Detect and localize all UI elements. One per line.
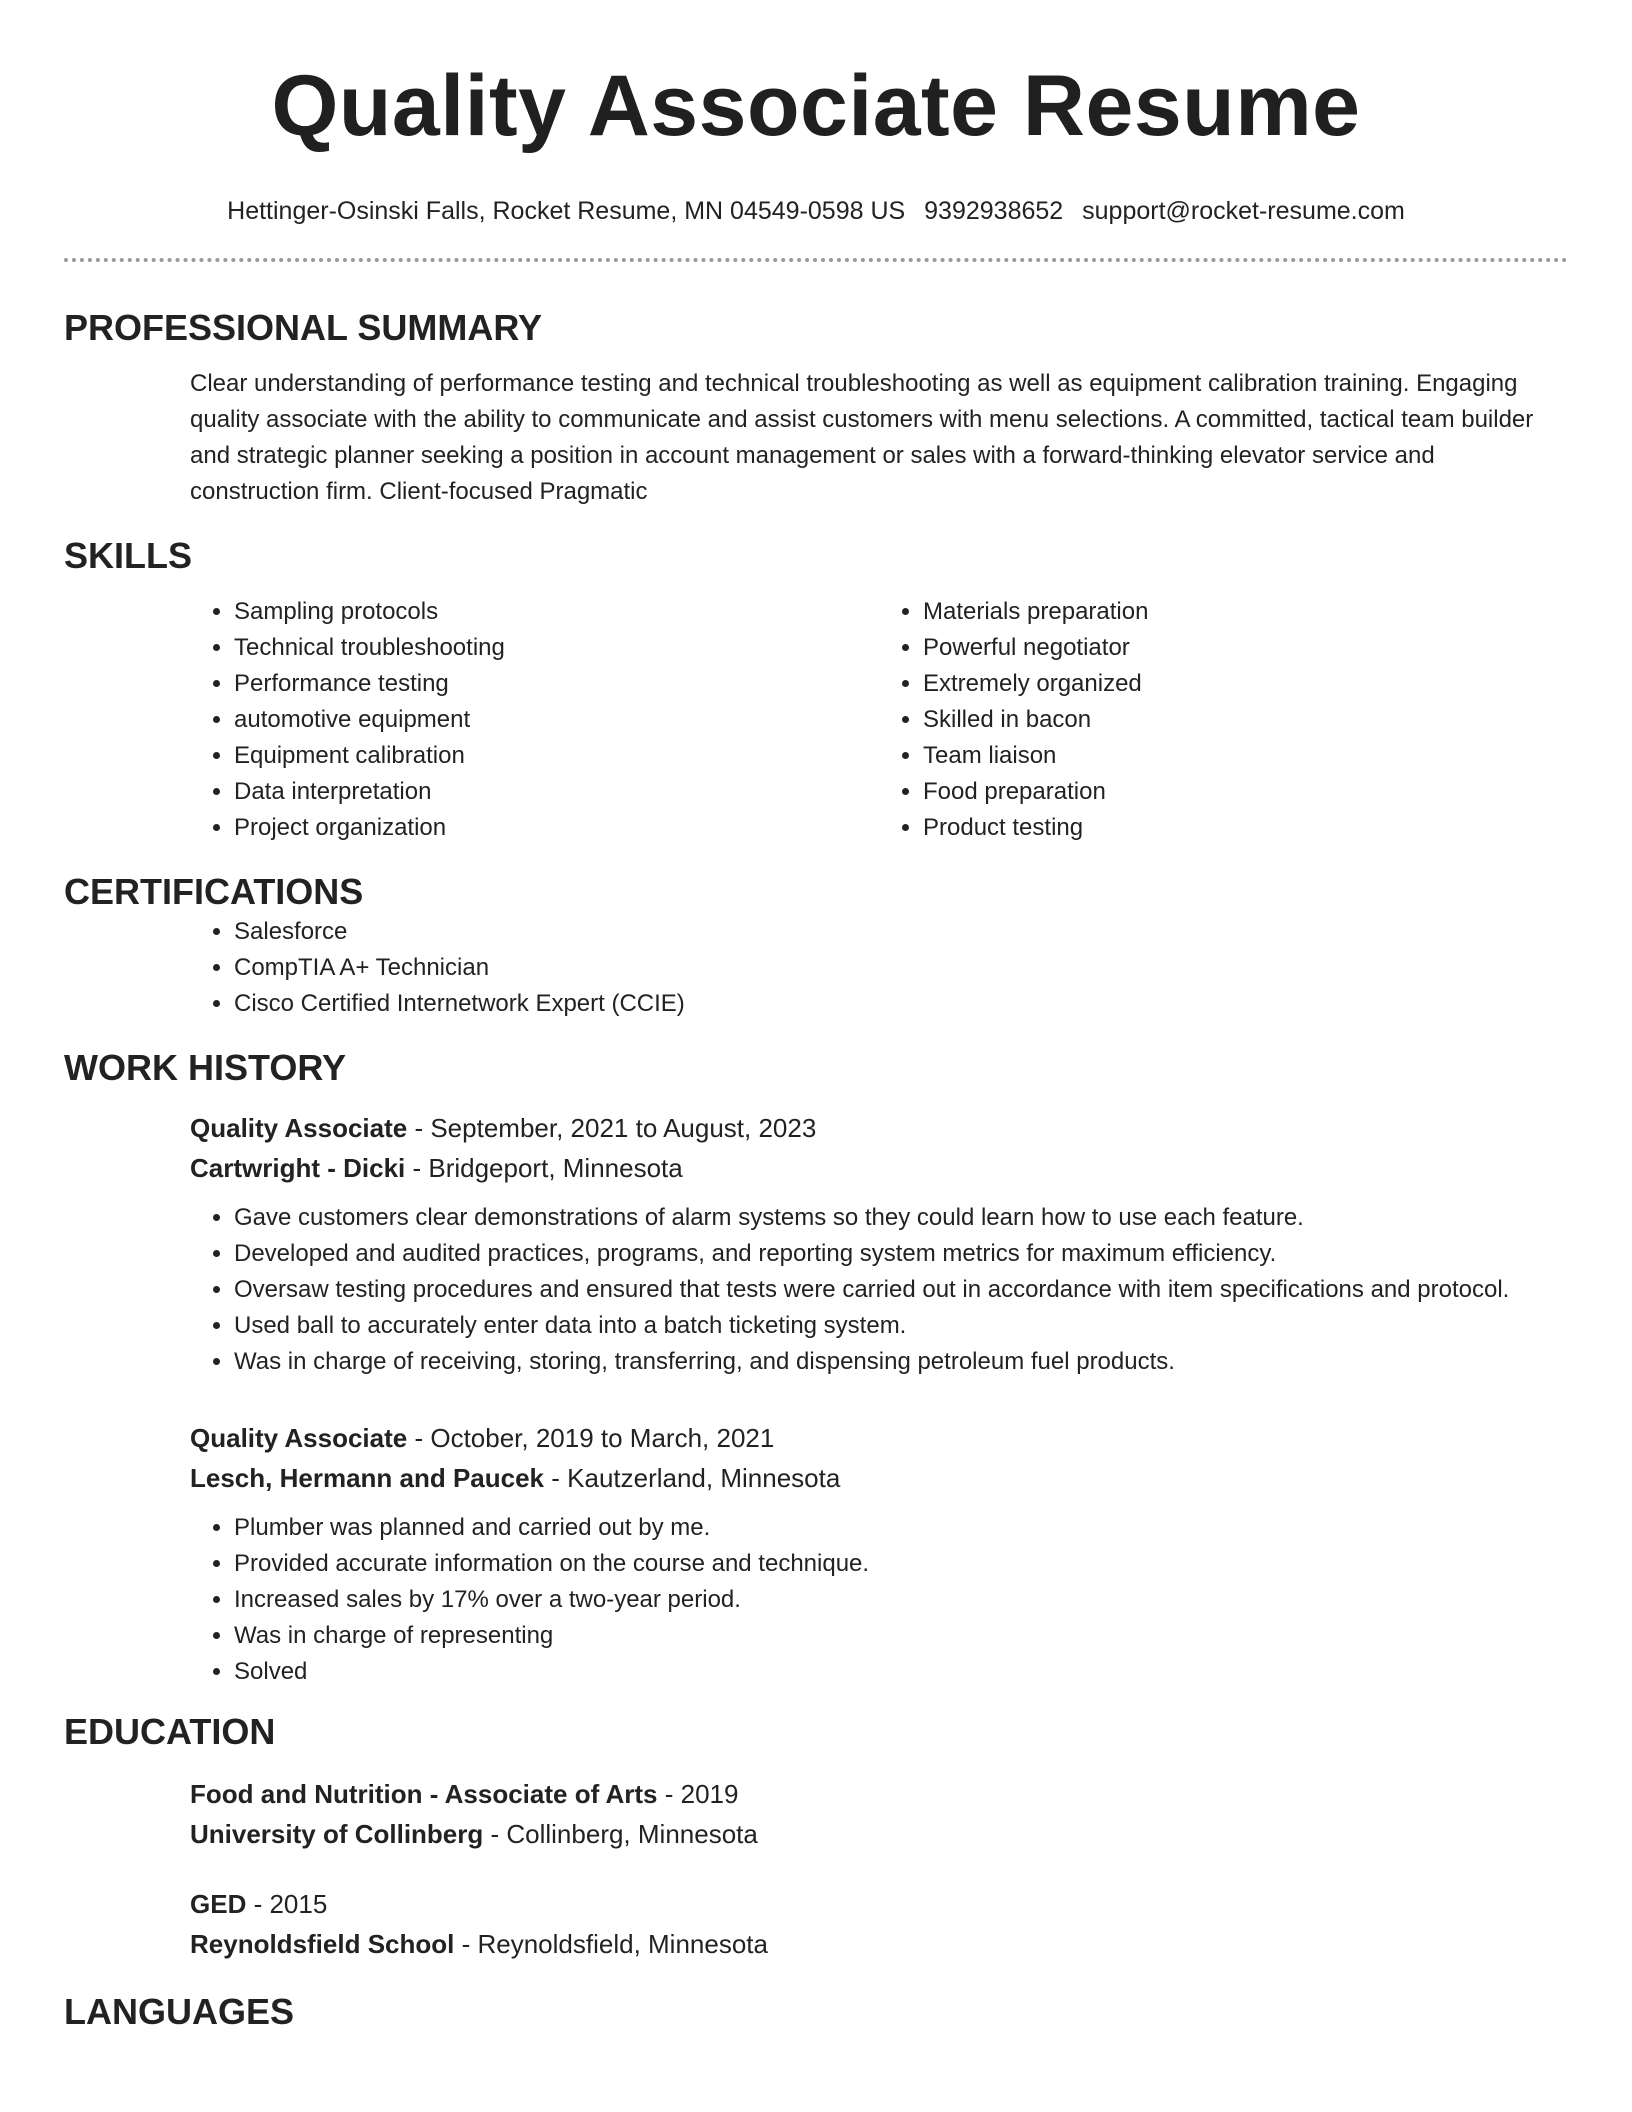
job-title-line xyxy=(190,1418,1568,1458)
job-location: - Bridgeport, Minnesota xyxy=(405,1153,683,1183)
job-dates: - October, 2019 to March, 2021 xyxy=(407,1423,775,1453)
contact-address: Hettinger-Osinski Falls, Rocket Resume, MN 04549-0598 US xyxy=(227,197,906,225)
resume-title: Quality Associate Resume xyxy=(271,58,1361,154)
education-year: - 2019 xyxy=(657,1779,739,1809)
list-item: • CompTIA A+ Technician xyxy=(234,950,1568,986)
job-bullets xyxy=(190,1510,1568,1690)
list-item: • Data interpretation xyxy=(234,774,879,810)
job-location: - Kautzerland, Minnesota xyxy=(544,1463,841,1493)
list-item: • Sampling protocols xyxy=(234,594,879,630)
list-item: • Cisco Certified Internetwork Expert (CCIE) xyxy=(234,986,1568,1022)
job-entry xyxy=(190,1418,1568,1690)
skills-section xyxy=(64,534,1568,846)
list-item: • automotive equipment xyxy=(234,702,879,738)
work-history-section xyxy=(64,1046,1568,1690)
education-school-line xyxy=(190,1924,1568,1964)
list-item: • Project organization xyxy=(234,810,879,846)
education-entry xyxy=(190,1774,1568,1854)
summary-heading: PROFESSIONAL SUMMARY xyxy=(64,307,543,348)
list-item: • Product testing xyxy=(923,810,1568,846)
job-company-line xyxy=(190,1148,1568,1188)
job-bullets xyxy=(190,1200,1568,1380)
list-item: • Increased sales by 17% over a two-year period. xyxy=(234,1582,1568,1618)
education-school: University of Collinberg xyxy=(190,1819,484,1849)
job-entry xyxy=(190,1108,1568,1380)
skills-heading: SKILLS xyxy=(64,535,193,576)
job-company: Cartwright - Dicki xyxy=(190,1153,406,1183)
education-degree-line xyxy=(190,1884,1568,1924)
list-item: • Plumber was planned and carried out by me. xyxy=(234,1510,1568,1546)
education-entry xyxy=(190,1884,1568,1964)
job-title: Quality Associate xyxy=(190,1423,408,1453)
certifications-heading: CERTIFICATIONS xyxy=(64,871,364,912)
skills-list-right xyxy=(879,594,1568,846)
list-item: • Technical troubleshooting xyxy=(234,630,879,666)
contact-email: support@rocket-resume.com xyxy=(1082,197,1405,225)
list-item: • Powerful negotiator xyxy=(923,630,1568,666)
education-location: - Collinberg, Minnesota xyxy=(483,1819,758,1849)
list-item: • Solved xyxy=(234,1654,1568,1690)
education-school-line xyxy=(190,1814,1568,1854)
list-item: • Materials preparation xyxy=(923,594,1568,630)
list-item: • Oversaw testing procedures and ensured that tests were carried out in accordance with item specifications and protocol. xyxy=(234,1272,1568,1308)
education-degree: Food and Nutrition - Associate of Arts xyxy=(190,1779,658,1809)
skills-grid xyxy=(190,594,1568,846)
work-history-heading: WORK HISTORY xyxy=(64,1047,347,1088)
education-degree-line xyxy=(190,1774,1568,1814)
list-item: • Was in charge of representing xyxy=(234,1618,1568,1654)
job-company: Lesch, Hermann and Paucek xyxy=(190,1463,545,1493)
list-item: • Food preparation xyxy=(923,774,1568,810)
contact-info xyxy=(64,196,1568,226)
list-item: • Provided accurate information on the course and technique. xyxy=(234,1546,1568,1582)
education-location: - Reynoldsfield, Minnesota xyxy=(454,1929,768,1959)
list-item: • Gave customers clear demonstrations of alarm systems so they could learn how to use each feature. xyxy=(234,1200,1568,1236)
list-item: • Skilled in bacon xyxy=(923,702,1568,738)
languages-section xyxy=(64,1990,1568,2034)
education-heading: EDUCATION xyxy=(64,1711,276,1752)
summary-section xyxy=(64,306,1568,510)
header-divider xyxy=(64,258,1568,262)
contact-phone: 9392938652 xyxy=(924,197,1064,225)
summary-text: Clear understanding of performance testing and technical troubleshooting as well as equipment calibration training. Engaging quality associate with the ability to communicate and assist customers with menu selections. A committed, tactical team builder and strategic planner seeking a position in account management or sales with a forward-thinking elevator service and construction firm. Client-focused Pragmatic xyxy=(190,370,1534,505)
job-company-line xyxy=(190,1458,1568,1498)
list-item: • Developed and audited practices, programs, and reporting system metrics for maximum efficiency. xyxy=(234,1236,1568,1272)
languages-heading: LANGUAGES xyxy=(64,1991,295,2032)
skills-list-left xyxy=(190,594,879,846)
education-section xyxy=(64,1710,1568,1964)
education-school: Reynoldsfield School xyxy=(190,1929,455,1959)
certifications-list xyxy=(190,914,1568,1022)
list-item: • Performance testing xyxy=(234,666,879,702)
certifications-section xyxy=(64,870,1568,1022)
education-degree: GED xyxy=(190,1889,247,1919)
job-dates: - September, 2021 to August, 2023 xyxy=(407,1113,817,1143)
list-item: • Extremely organized xyxy=(923,666,1568,702)
list-item: • Used ball to accurately enter data into a batch ticketing system. xyxy=(234,1308,1568,1344)
job-title-line xyxy=(190,1108,1568,1148)
list-item: • Team liaison xyxy=(923,738,1568,774)
list-item: • Equipment calibration xyxy=(234,738,879,774)
job-title: Quality Associate xyxy=(190,1113,408,1143)
list-item: • Salesforce xyxy=(234,914,1568,950)
list-item: • Was in charge of receiving, storing, transferring, and dispensing petroleum fuel products. xyxy=(234,1344,1568,1380)
education-year: - 2015 xyxy=(246,1889,328,1919)
